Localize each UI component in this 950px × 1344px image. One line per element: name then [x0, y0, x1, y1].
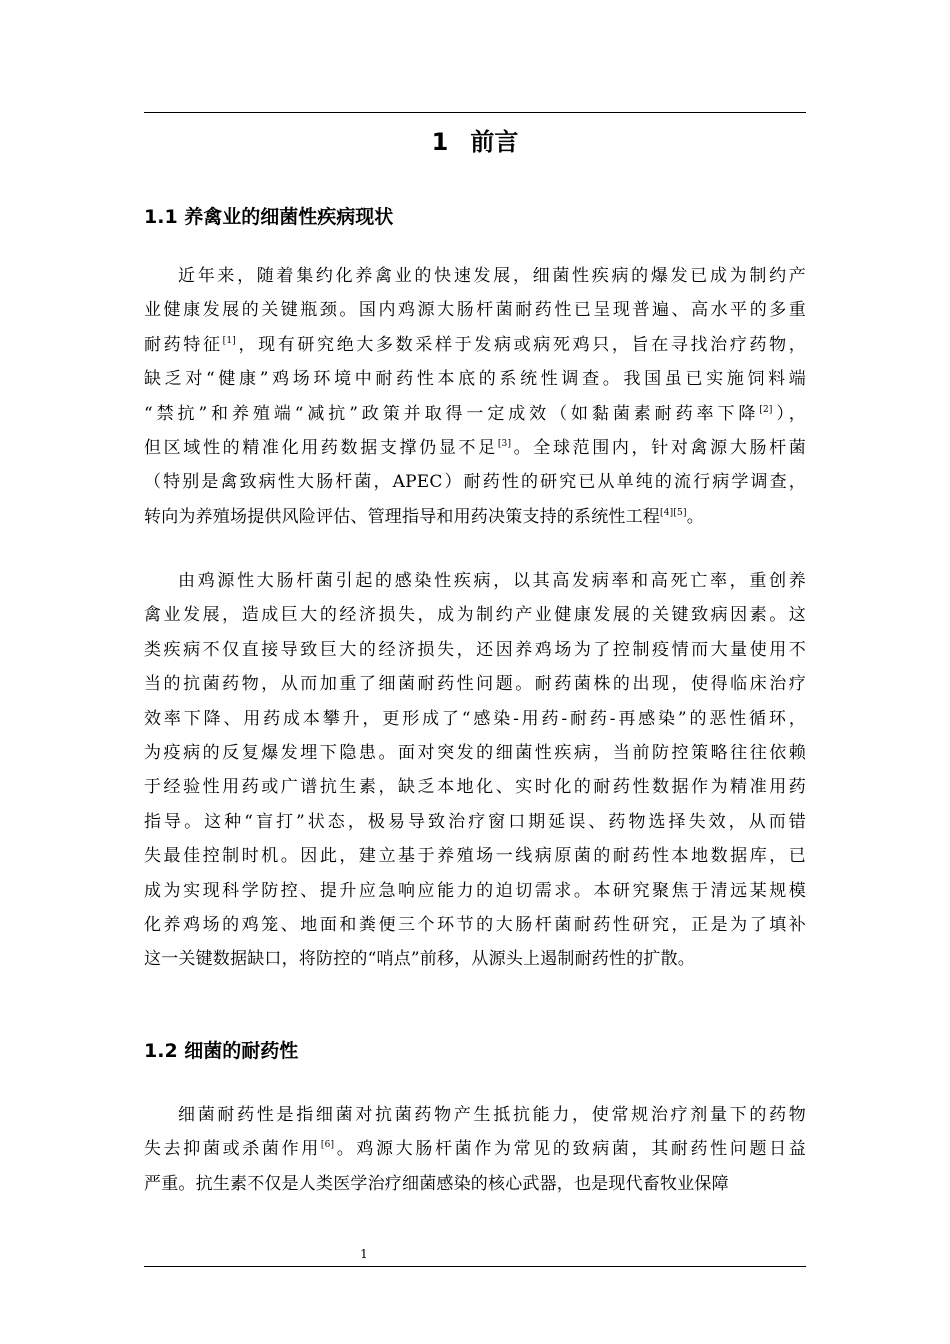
text-run: 。: [686, 506, 704, 527]
section-heading-1-1: 1.1 养禽业的细菌性疾病现状: [144, 206, 394, 228]
chapter-number: 1: [431, 128, 449, 156]
text-run: 。全球范围内，针对禽源大肠杆菌: [511, 437, 807, 458]
paragraph-line: 由鸡源性大肠杆菌引起的感染性疾病，以其高发病率和高死亡率，重创养: [178, 571, 806, 591]
section-heading-1-2: 1.2 细菌的耐药性: [144, 1040, 299, 1062]
chapter-title: [144, 124, 806, 160]
paragraph-line: （特别是禽致病性大肠杆菌，APEC）耐药性的研究已从单纯的流行病学调查，: [144, 472, 806, 493]
paragraph-3: [144, 1098, 806, 1201]
text-run: 。鸡源大肠杆菌作为常见的致病菌，其耐药性问题日益: [334, 1139, 806, 1160]
page-number: 1: [360, 1247, 368, 1261]
citation-marker: [6]: [320, 1140, 335, 1151]
text-run: “禁抗”和养殖端“减抗”政策并取得一定成效（如黏菌素耐药率下降: [144, 403, 760, 424]
footer-rule: [144, 1266, 806, 1267]
paragraph-1: [144, 259, 806, 534]
paragraph-line: 化养鸡场的鸡笼、地面和粪便三个环节的大肠杆菌耐药性研究，正是为了填补: [144, 914, 806, 935]
header-rule: [144, 112, 806, 113]
paragraph-line: 失最佳控制时机。因此，建立基于养殖场一线病原菌的耐药性本地数据库，已: [144, 846, 806, 867]
citation-marker: [4][5]: [660, 507, 687, 518]
paragraph-line: 类疾病不仅直接导致巨大的经济损失，还因养鸡场为了控制疫情而大量使用不: [144, 639, 806, 660]
paragraph-line: 这一关键数据缺口，将防控的“哨点”前移，从源头上遏制耐药性的扩散。: [144, 949, 695, 970]
paragraph-line: 为疫病的反复爆发埋下隐患。面对突发的细菌性疾病，当前防控策略往往依赖: [144, 742, 806, 763]
paragraph-line: 指导。这种“盲打”状态，极易导致治疗窗口期延误、药物选择失效，从而错: [144, 811, 806, 832]
paragraph-line: 严重。抗生素不仅是人类医学治疗细菌感染的核心武器，也是现代畜牧业保障: [144, 1173, 729, 1194]
paragraph-line: 成为实现科学防控、提升应急响应能力的迫切需求。本研究聚焦于清远某规模: [144, 880, 806, 901]
paragraph-line: [144, 397, 806, 431]
paragraph-line: 缺乏对“健康”鸡场环境中耐药性本底的系统性调查。我国虽已实施饲料端: [144, 369, 806, 390]
paragraph-line: [144, 328, 806, 362]
paragraph-line: [144, 1132, 806, 1166]
paragraph-line: 于经验性用药或广谱抗生素，缺乏本地化、实时化的耐药性数据作为精准用药: [144, 777, 806, 798]
text-run: 但区域性的精准化用药数据支撑仍显不足: [144, 437, 498, 458]
citation-marker: [1]: [222, 335, 236, 346]
text-run: 转向为养殖场提供风险评估、管理指导和用药决策支持的系统性工程: [144, 506, 660, 527]
text-run: 失去抑菌或杀菌作用: [144, 1139, 321, 1160]
text-run: ，现有研究绝大多数采样于发病或病死鸡只，旨在寻找治疗药物，: [235, 334, 806, 355]
paragraph-2: [144, 564, 806, 977]
paragraph-line: [144, 431, 806, 465]
text-run: 耐药特征: [144, 334, 223, 355]
paragraph-line: 效率下降、用药成本攀升，更形成了“感染-用药-耐药-再感染”的恶性循环，: [144, 708, 806, 729]
text-run: ），: [772, 403, 806, 424]
paragraph-line: 细菌耐药性是指细菌对抗菌药物产生抵抗能力，使常规治疗剂量下的药物: [178, 1105, 806, 1125]
citation-marker: [3]: [497, 438, 512, 449]
paragraph-line: 近年来，随着集约化养禽业的快速发展，细菌性疾病的爆发已成为制约产: [178, 266, 806, 286]
paragraph-line: 当的抗菌药物，从而加重了细菌耐药性问题。耐药菌株的出现，使得临床治疗: [144, 674, 806, 695]
paragraph-line: 业健康发展的关键瓶颈。国内鸡源大肠杆菌耐药性已呈现普遍、高水平的多重: [144, 300, 806, 321]
chapter-title-text: 前言: [470, 128, 519, 156]
citation-marker: [2]: [759, 404, 773, 415]
paragraph-line: 禽业发展，造成巨大的经济损失，成为制约产业健康发展的关键致病因素。这: [144, 605, 806, 626]
paragraph-line: [144, 500, 806, 534]
